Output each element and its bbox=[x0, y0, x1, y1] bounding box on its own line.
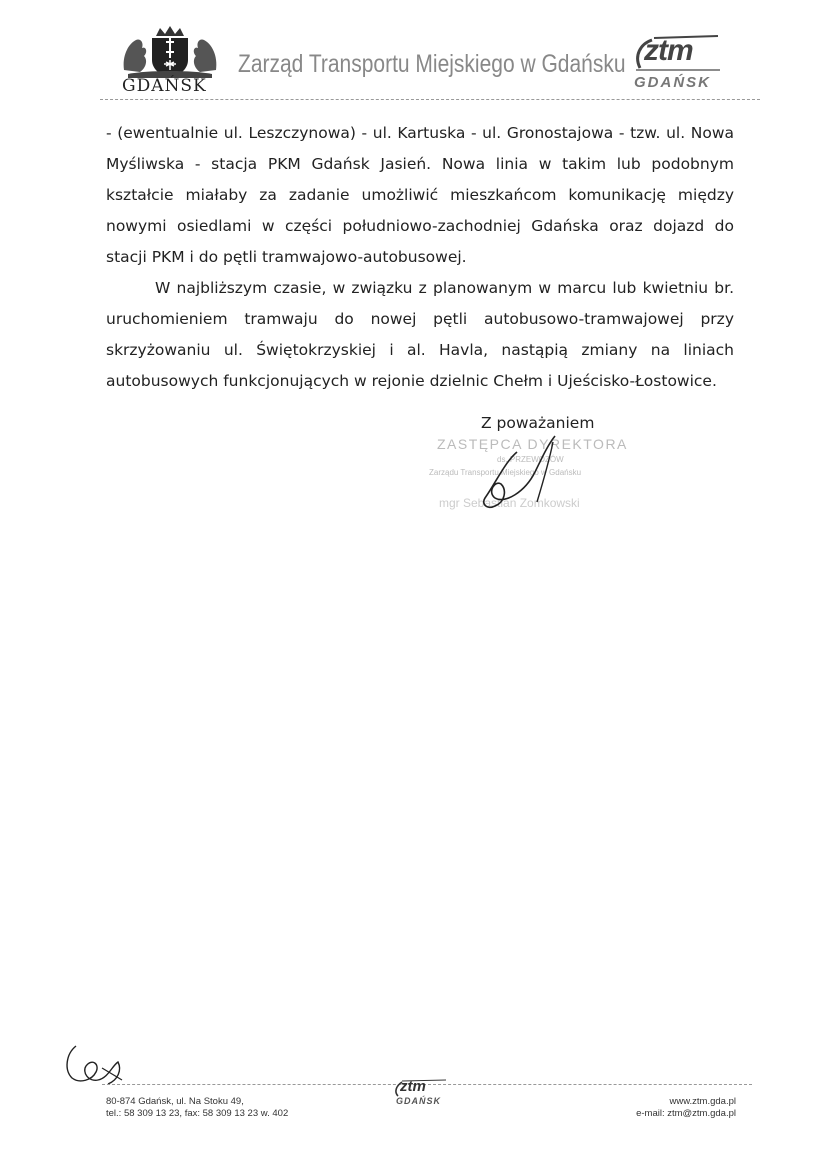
footer-address-line-1: 80-874 Gdańsk, ul. Na Stoku 49, bbox=[106, 1096, 244, 1107]
footer-ztm-word: ztm bbox=[400, 1078, 426, 1095]
closing-salutation: Z poważaniem bbox=[481, 414, 595, 432]
footer-email-link[interactable]: e-mail: ztm@ztm.gda.pl bbox=[636, 1108, 736, 1119]
stamp-name: mgr Sebastian Zomkowski bbox=[439, 496, 580, 510]
footer-website-link[interactable]: www.ztm.gda.pl bbox=[669, 1096, 736, 1107]
letter-body bbox=[106, 118, 734, 397]
ztm-logo bbox=[628, 34, 728, 98]
city-name: GDAŃSK bbox=[122, 76, 207, 96]
footer-ztm-city: GDAŃSK bbox=[396, 1096, 442, 1106]
organization-name: Zarząd Transportu Miejskiego w Gdańsku bbox=[238, 50, 626, 78]
paragraph-1: - (ewentualnie ul. Leszczynowa) - ul. Kartuska - ul. Gronostajowa - tzw. ul. Nowa Myśliwska - stacja PKM Gdańsk Jasień. Nowa linia w takim lub podobnym kształcie miałaby za zadanie umożliwić mieszkańcom komunikację między nowymi osiedlami w części południowo-zachodniej Gdańska oraz dojazd do stacji PKM i do pętli tramwajowo-autobusowej. bbox=[106, 124, 734, 266]
stamp-organization: Zarządu Transportu Miejskiego w Gdańsku bbox=[429, 468, 582, 477]
crest-icon bbox=[118, 26, 222, 78]
paragraph-2: W najbliższym czasie, w związku z planowanym w marcu lub kwietniu br. uruchomieniem tramwaju do nowej pętli autobusowo-tramwajowej przy skrzyżowaniu ul. Świętokrzyskiej i al. Havla, nastąpią zmiany na liniach autobusowych funkcjonujących w rejonie dzielnic Chełm i Ujeścisko-Łostowice. bbox=[106, 279, 734, 390]
stamp-title: ZASTĘPCA DYREKTORA bbox=[437, 436, 628, 452]
footer-phone-line: tel.: 58 309 13 23, fax: 58 309 13 23 w. 402 bbox=[106, 1108, 289, 1119]
official-stamp bbox=[425, 432, 628, 520]
footer-address bbox=[106, 1096, 288, 1120]
header-divider bbox=[100, 99, 760, 100]
footer-ztm-logo bbox=[392, 1078, 452, 1114]
ztm-logo-word: ztm bbox=[644, 34, 693, 67]
handwritten-initials-icon bbox=[62, 1040, 132, 1090]
ztm-logo-city: GDAŃSK bbox=[634, 74, 712, 91]
signature-icon bbox=[425, 432, 625, 520]
footer-contact bbox=[636, 1096, 736, 1120]
stamp-department: ds. PRZEWOZÓW bbox=[497, 455, 564, 464]
